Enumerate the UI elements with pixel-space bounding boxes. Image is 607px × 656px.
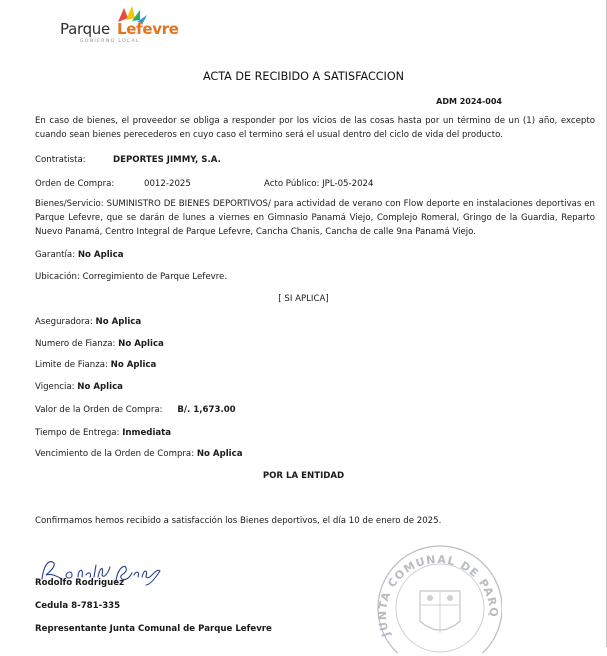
acto-publico: Acto Público: JPL-05-2024 xyxy=(264,179,374,189)
contratista-value: DEPORTES JIMMY, S.A. xyxy=(113,155,221,165)
garantia-value: No Aplica xyxy=(77,250,124,260)
document-title: ACTA DE RECIBIDO A SATISFACCION xyxy=(202,70,405,83)
valor-orden-row xyxy=(35,405,236,415)
logo-text-parque: Parque xyxy=(60,20,110,38)
contratista-row xyxy=(35,155,221,165)
official-seal xyxy=(372,543,502,653)
aseguradora-value: No Aplica xyxy=(95,317,142,327)
seal-text: JUNTA COMUNAL DE PARQ xyxy=(376,552,501,639)
numero-fianza-value: No Aplica xyxy=(118,339,164,349)
limite-fianza-row xyxy=(35,360,156,370)
vencimiento-value: No Aplica xyxy=(196,449,243,459)
logo-tagline: GOBIERNO LOCAL xyxy=(80,39,140,44)
bienes-servicio-paragraph: Bienes/Servicio: SUMINISTRO DE BIENES DEPORTIVOS/ para actividad de verano con Flow deporte en instalaciones deportivas en Parque Lefevre, que se darán de lunes a viernes en Gimnasio Panamá Viejo, Complejo Romeral, Gringo de la Guardia, Reparto Nuevo Panamá, Centro Integral de Parque Lefevre, Cancha Chanis, Cancha de calle 9na Panamá Viejo. xyxy=(35,199,595,238)
logo-text-lefevre: Lefevre xyxy=(117,20,179,38)
si-aplica-heading: [ SI APLICA] xyxy=(278,294,329,304)
contratista-label: Contratista: xyxy=(35,155,86,165)
garantia-label: Garantía: xyxy=(35,250,76,260)
tiempo-entrega-value: Inmediata xyxy=(122,428,172,438)
vencimiento-row xyxy=(35,449,243,459)
tiempo-entrega-label: Tiempo de Entrega: xyxy=(35,428,120,438)
orden-compra-row xyxy=(35,179,374,189)
aseguradora-row xyxy=(35,317,141,327)
limite-fianza-label: Limite de Fianza: xyxy=(35,360,108,370)
valor-orden-value: B/. 1,673.00 xyxy=(177,405,236,415)
vigencia-row xyxy=(35,382,123,392)
numero-fianza-row xyxy=(35,339,164,349)
numero-fianza-label: Numero de Fianza: xyxy=(35,339,116,349)
limite-fianza-value: No Aplica xyxy=(110,360,157,370)
parque-lefevre-logo xyxy=(58,8,188,48)
ubicacion-row: Ubicación: Corregimiento de Parque Lefevre. xyxy=(35,272,228,282)
por-la-entidad-heading: POR LA ENTIDAD xyxy=(262,471,345,481)
signatory-cedula: Cedula 8-781-335 xyxy=(35,601,121,611)
orden-compra-value: 0012-2025 xyxy=(144,179,191,189)
signatory-role: Representante Junta Comunal de Parque Lefevre xyxy=(35,624,272,634)
tiempo-entrega-row xyxy=(35,428,171,438)
confirmation-text: Confirmamos hemos recibido a satisfacción los Bienes deportivos, el día 10 de enero de 2025. xyxy=(35,516,442,526)
orden-compra-label: Orden de Compra: xyxy=(35,179,115,189)
valor-orden-label: Valor de la Orden de Compra: xyxy=(35,405,163,415)
warranty-paragraph: En caso de bienes, el proveedor se obliga a responder por los vicios de las cosas hasta por un término de un (1) año, excepto cuando sean bienes perecederos en cuyo caso el termino será el usual dentro del ciclo de vida del producto. xyxy=(35,116,595,141)
vencimiento-label: Vencimiento de la Orden de Compra: xyxy=(35,449,195,459)
garantia-row xyxy=(35,250,124,260)
aseguradora-label: Aseguradora: xyxy=(35,317,93,327)
signatory-name: Rodolfo Rodriguez xyxy=(35,578,125,588)
vigencia-value: No Aplica xyxy=(77,382,123,392)
vigencia-label: Vigencia: xyxy=(35,382,75,392)
document-reference: ADM 2024-004 xyxy=(436,97,502,106)
